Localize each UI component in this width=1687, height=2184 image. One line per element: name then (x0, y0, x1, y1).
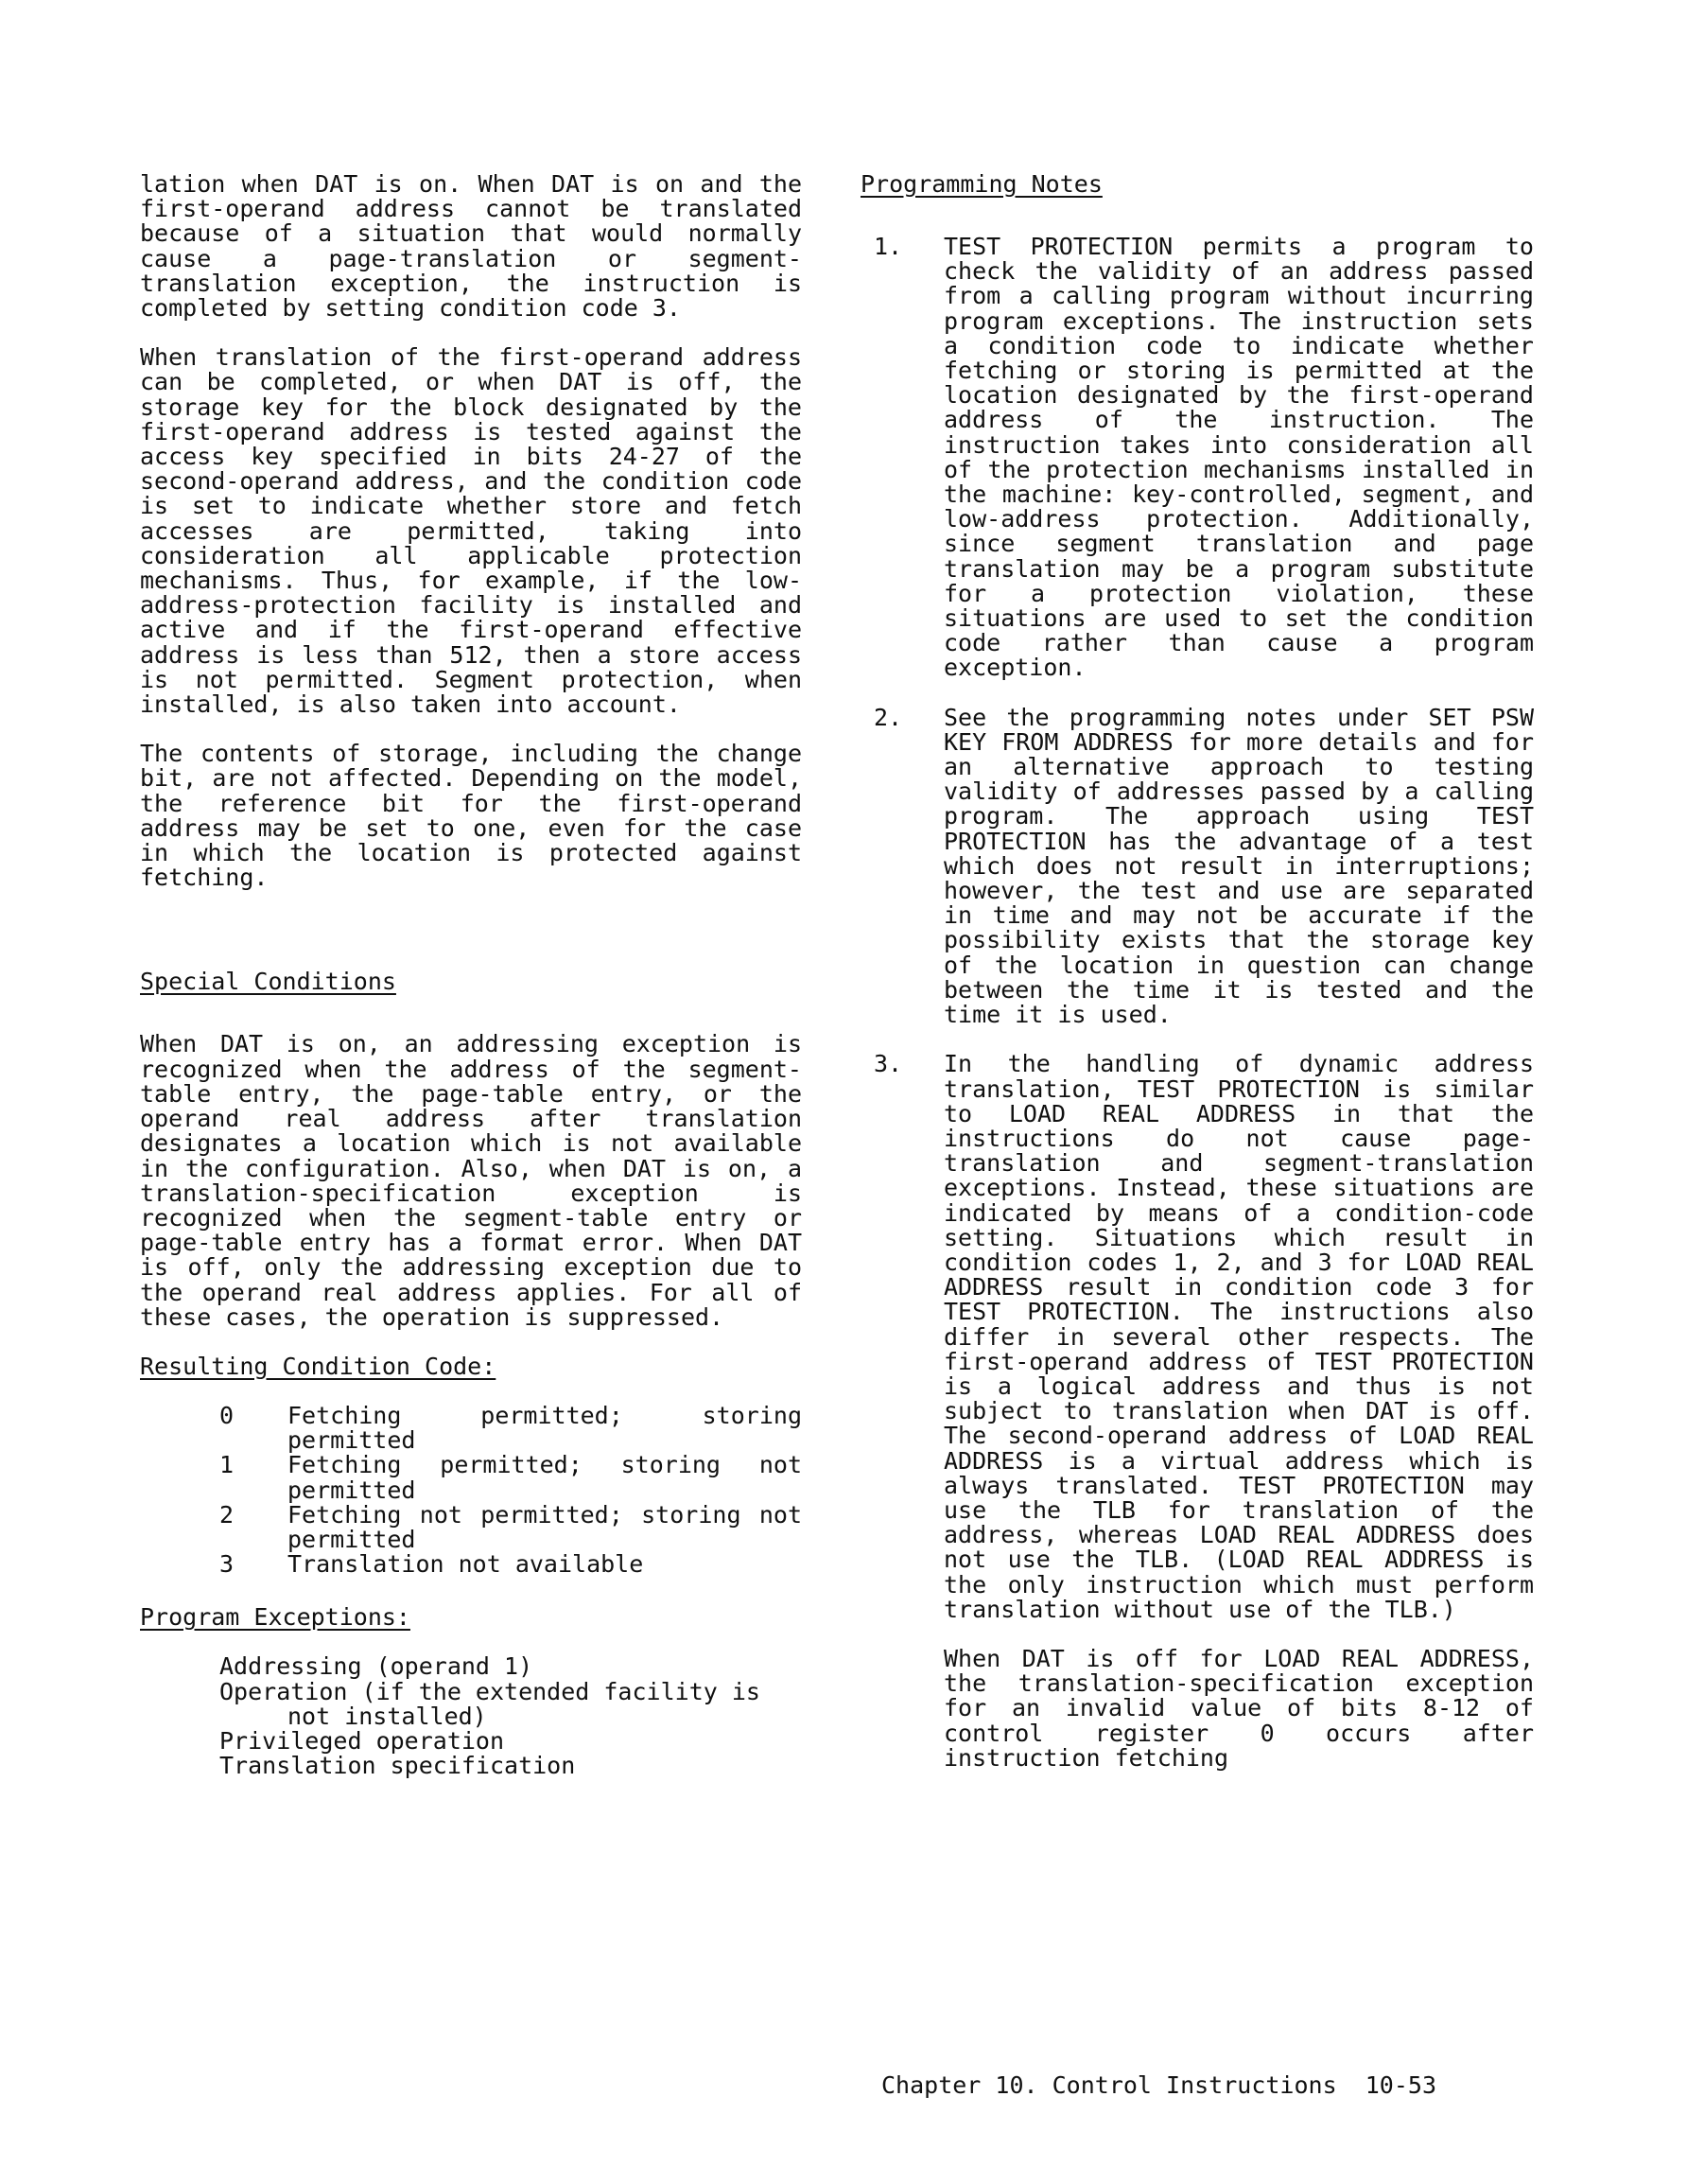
right-column (861, 172, 1534, 1795)
condition-code-value: 1 (219, 1451, 235, 1479)
footer-chapter-title: Chapter 10. Control Instructions (881, 2071, 1337, 2099)
list-item: Privileged operation (219, 1726, 505, 1755)
paragraph-storage-unaffected: The contents of storage, including the change bit, are not affected. Depending on the model, the reference bit for the first-operand address may be set to one, even for the case in which the location is protected against fetching. (140, 740, 802, 892)
list-item (861, 1052, 1534, 1622)
condition-code-description: Fetching permitted; storing permitted (287, 1401, 802, 1455)
paragraph-translation-dat-on: lation when DAT is on. When DAT is on and the first-operand address cannot be translated because of a situation that would normally cause a page-translation or segment-translation exception, the instruction is completed by setting condition code 3. (140, 170, 802, 323)
condition-code-heading-text: Resulting Condition Code: (140, 1352, 496, 1380)
note-text: See the programming notes under SET PSW KEY FROM ADDRESS for more details and for an alternative approach to testing validity of addresses passed by a calling program. The approach using TEST PROTECTION has the advantage of a test which does not result in interruptions; however, the test and use are separated in time and may not be accurate if the possibility exists that the storage key of the location in question can change between the time it is tested and the time it is used. (944, 703, 1534, 1029)
paragraph-storage-key-test: When translation of the first-operand address can be completed, or when DAT is off, the storage key for the block designated by the first-operand address is tested against the access key specified in bits 24-27 of the second-operand address, and the condition code is set to indicate whether store and fetch accesses are permitted, taking into consideration all applicable protection mechanisms. Thus, for example, if the low-address-protection facility is installed and active and if the first-operand effective address is less than 512, then a store access is not permitted. Segment protection, when installed, is also taken into account. (140, 343, 802, 719)
paragraph-special-conditions: When DAT is on, an addressing exception is recognized when the address of the segment-table entry, the page-table entry, or the operand real address after translation designates a location which is not available in the configuration. Also, when DAT is on, a translation-specification exception is recognized when the segment-table entry or page-table entry has a format error. When DAT is off, only the addressing exception due to the operand real address applies. For all of these cases, the operation is suppressed. (140, 1030, 802, 1331)
condition-code-value: 2 (219, 1500, 235, 1529)
condition-code-description: Translation not available (287, 1550, 644, 1579)
page-footer (881, 2073, 1436, 2098)
condition-code-row (219, 1552, 802, 1577)
condition-code-value: 3 (219, 1550, 235, 1579)
note-text: In the handling of dynamic address translation, TEST PROTECTION is similar to LOAD REAL ADDRESS in that the instructions do not cause page-translation and segment-translation exceptions. Instead, these situations are indicated by means of a condition-code setting. Situations which result in condition codes 1, 2, and 3 for LOAD REAL ADDRESS result in condition code 3 for TEST PROTECTION. The instructions also differ in several other respects. The first-operand address of TEST PROTECTION is a logical address and thus is not subject to translation when DAT is off. The second-operand address of LOAD REAL ADDRESS is a virtual address which is always translated. TEST PROTECTION may use the TLB for translation of the address, whereas LOAD REAL ADDRESS does not use the TLB. (LOAD REAL ADDRESS is the only instruction which must perform translation without use of the TLB.) (944, 1050, 1534, 1623)
list-item (861, 235, 1534, 681)
programming-notes-heading: Programming Notes (861, 170, 1103, 198)
left-column (140, 172, 802, 1778)
condition-code-list (219, 1401, 802, 1579)
note-text: TEST PROTECTION permits a program to check the validity of an address passed from a calling program without incurring program exceptions. The instruction sets a condition code to indicate whether fetching or storing is permitted at the location designated by the first-operand address of the instruction. The instruction takes into consideration all of the protection mechanisms installed in the machine: key-controlled, segment, and low-address protection. Additionally, since segment translation and page translation may be a program substitute for a protection violation, these situations are used to set the condition code rather than cause a program exception. (944, 233, 1534, 682)
page-number: 10-53 (1365, 2071, 1437, 2099)
special-conditions-heading: Special Conditions (140, 968, 396, 996)
list-item: Addressing (operand 1) (219, 1652, 533, 1681)
note-number: 2. (874, 703, 903, 731)
condition-code-row (219, 1500, 802, 1553)
program-exceptions-heading-text: Program Exceptions: (140, 1603, 410, 1632)
note-number: 1. (874, 233, 903, 260)
note-number: 3. (874, 1050, 903, 1078)
list-item (861, 703, 1534, 1029)
list-item: Operation (if the extended facility is not installed) (219, 1677, 760, 1730)
program-exceptions-list (219, 1654, 802, 1778)
condition-code-description: Fetching permitted; storing not permitted (287, 1451, 802, 1504)
program-exceptions-heading (140, 1605, 802, 1630)
condition-code-value: 0 (219, 1401, 235, 1429)
condition-code-row (219, 1453, 802, 1502)
note-continuation: When DAT is off for LOAD REAL ADDRESS, the translation-specification exception for an invalid value of bits 8-12 of control register 0 occurs after instruction fetching (944, 1644, 1534, 1772)
condition-code-heading (140, 1354, 802, 1379)
list-item: Translation specification (219, 1752, 576, 1780)
programming-notes-list (861, 235, 1534, 1622)
condition-code-row (219, 1401, 802, 1455)
condition-code-description: Fetching not permitted; storing not permitted (287, 1500, 802, 1553)
